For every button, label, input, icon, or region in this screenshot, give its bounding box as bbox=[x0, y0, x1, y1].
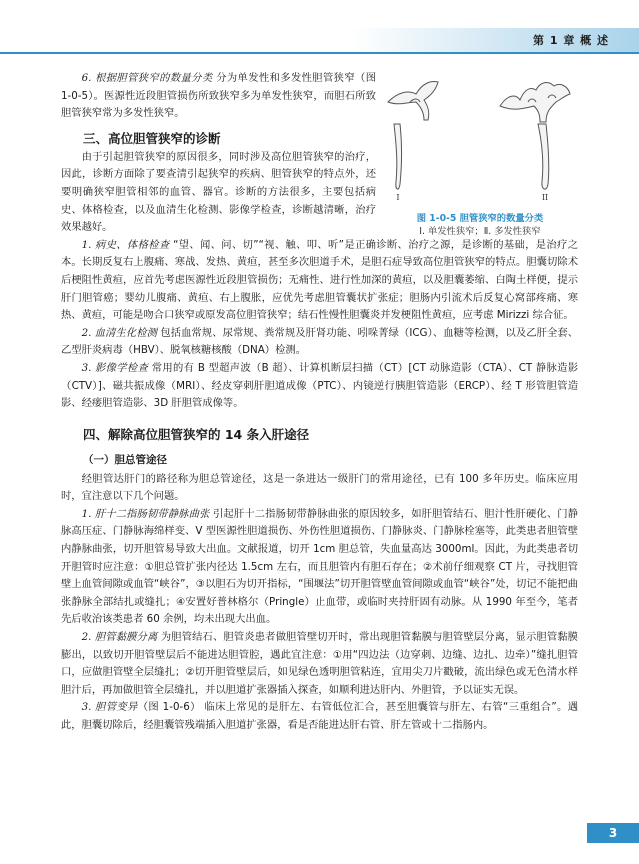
paragraph-text: 分为单发性和多发性胆管狭窄（图 1-0-5）。医源性近段胆管损伤所致狭窄多为单发性狭窄，而胆石所致胆管狭窄常为多发性狭窄。 bbox=[61, 72, 376, 120]
page-number: 3 bbox=[587, 823, 639, 843]
paragraph-lead: 6. 根据胆管狭窄的数量分类 bbox=[81, 72, 213, 84]
figure-label-1: I bbox=[396, 193, 400, 202]
page-header-band bbox=[0, 0, 639, 60]
paragraph-cbd-intro: 经胆管达肝门的路径称为胆总管途径，这是一条进达一级肝门的常用途径，已有 100 多年历史。临床应用时，宜注意以下几个问题。 bbox=[61, 472, 578, 503]
main-text bbox=[61, 70, 578, 735]
paragraph-varices bbox=[61, 506, 578, 629]
paragraph-text: （图 1-0-6） 临床上常见的是肝左、右管低位汇合，甚至胆囊管与肝左、右管“三重组合”。遇此，胆囊切除后，经胆囊管残端插入胆道扩张器，看是否能进达肝右管、肝左管或十二指肠内。 bbox=[61, 701, 578, 731]
header-rule bbox=[0, 52, 639, 54]
paragraph-history-exam bbox=[61, 237, 578, 325]
paragraph-imaging bbox=[61, 360, 578, 413]
paragraph-stricture-count bbox=[61, 70, 376, 123]
paragraph-text: 为胆管结石、胆管炎患者做胆管壁切开时，常出现胆管黏膜与胆管壁层分离，显示胆管黏膜膨出，以致切开胆管壁层后不能进达胆管腔，遇此宜注意：①用“四边法（边穿刺、边缝、边扎、边牵）”缝扎胆管口，应做胆管壁全层缝扎；②切开胆管壁层后，如见绿色透明胆管粘连，宜用尖刀片戳破，流出绿色或无色清水样胆汁后，再加做胆管全层缝扎，并以胆道扩张器插入探查，如顺利进达肝内、外胆管，予以证实无误。 bbox=[61, 631, 578, 696]
paragraph-diagnosis-intro: 由于引起胆管狭窄的原因很多，同时涉及高位胆管狭窄的治疗，因此，诊断方面除了要查清引起狭窄的疾病、胆管狭窄的特点外，还要明确狭窄胆管相邻的血管、器官。诊断的方法很多，主要包括病史、体格检查，以及血清生化检测、影像学检查，诊断越清晰，治疗效果越好。 bbox=[61, 150, 376, 234]
paragraph-text: “望、闻、问、切”“视、触、叩、听”是正确诊断、治疗之源，是诊断的基础，是治疗之本。长期反复右上腹痛、寒战、发热、黄疸，甚至多次胆道手术，是胆石症导致高位胆管狭窄的特点。胆囊切除术后梗阻性黄疸，应首先考虑医源性近段胆管损伤；无痛性、进行性加深的黄疸，以及胆囊萎缩、白陶土样便，提示肝门胆管癌；婴幼儿腹痛、黄疸、右上腹胀，应优先考虑胆管囊状扩张症；胆肠内引流术后反复心窝部疼痛、寒热、黄疸，可能是吻合口狭窄或原发高位胆管狭窄；结石性慢性胆囊炎并发梗阻性黄疸，应考虑 Mirizzi 综合征。 bbox=[61, 238, 578, 322]
paragraph-serum-tests bbox=[61, 325, 578, 360]
paragraph-text: 引起肝十二指肠韧带静脉曲张的原因较多，如肝胆管结石、胆汁性肝硬化、门静脉高压症、门静脉海绵样变、V 型医源性胆道损伤、外伤性胆道损伤、门静脉炎、门静脉栓塞等，此类患者胆管壁内静脉曲张，切开胆管易导致大出血。文献报道，切开 1cm 胆总管，失血量高达 3000ml。因此，为此类患者切开胆管时应注意：①胆总管扩张内径达 1.5cm 左右，而且胆管内有胆石存在；②术前仔细观察 CT 片，寻找胆管壁上血管间隙或血管“峡谷”，③以胆石为切开指标，“围堰法”切开胆管壁血管间隙或血管“峡谷”处，切记不能把曲张静脉全部结扎或缝扎；④安置好普林格尔（Pringle）止血带，或临时夹持肝固有动脉。从 1990 年至今，笔者先后收治该类患者 60 余例，均未出现大出血。 bbox=[61, 507, 578, 626]
paragraph-text: 包括血常规、尿常规、粪常规及肝肾功能、吲哚菁绿（ICG）、血糖等检测，以及乙肝全套、乙型肝炎病毒（HBV）、脱氧核糖核酸（DNA）检测。 bbox=[61, 326, 578, 357]
chapter-title: 第 1 章 概 述 bbox=[533, 34, 609, 47]
paragraph-lead: 1. 病史、体格检查 bbox=[81, 238, 170, 251]
paragraph-lead: 2. 胆管黏膜分离 bbox=[81, 631, 158, 644]
paragraph-lead: 1. 肝十二指肠韧带静脉曲张 bbox=[81, 507, 210, 520]
figure-caption-sub: Ⅰ. 单发性狭窄；Ⅱ. 多发性狭窄 bbox=[419, 226, 541, 237]
figure-label-2: II bbox=[541, 193, 549, 202]
subsection-heading-common-bile-duct: （一）胆总管途径 bbox=[83, 453, 167, 466]
paragraph-duct-variation bbox=[61, 699, 578, 734]
section-heading-diagnosis: 三、高位胆管狭窄的诊断 bbox=[83, 130, 221, 146]
figure-caption-title: 图 1-0-5 胆管狭窄的数量分类 bbox=[416, 213, 544, 224]
paragraph-lead: 3. 胆管变异 bbox=[81, 701, 138, 714]
paragraph-lead: 3. 影像学检查 bbox=[81, 361, 149, 374]
section-heading-routes: 四、解除高位胆管狭窄的 14 条入肝途径 bbox=[83, 426, 310, 442]
paragraph-mucosa-separation bbox=[61, 629, 578, 699]
paragraph-text: 常用的有 B 型超声波（B 超）、计算机断层扫描（CT）[CT 动脉造影（CTA）、CT 静脉造影（CTV）]、磁共振成像（MRI）、经皮穿刺肝胆道成像（PTC）、内镜逆行胰胆管造影（ERCP）、经 T 形管胆管造影、经瘘胆管造影、3D 肝胆管成像等。 bbox=[61, 361, 578, 410]
paragraph-lead: 2. 血清生化检测 bbox=[81, 326, 158, 339]
